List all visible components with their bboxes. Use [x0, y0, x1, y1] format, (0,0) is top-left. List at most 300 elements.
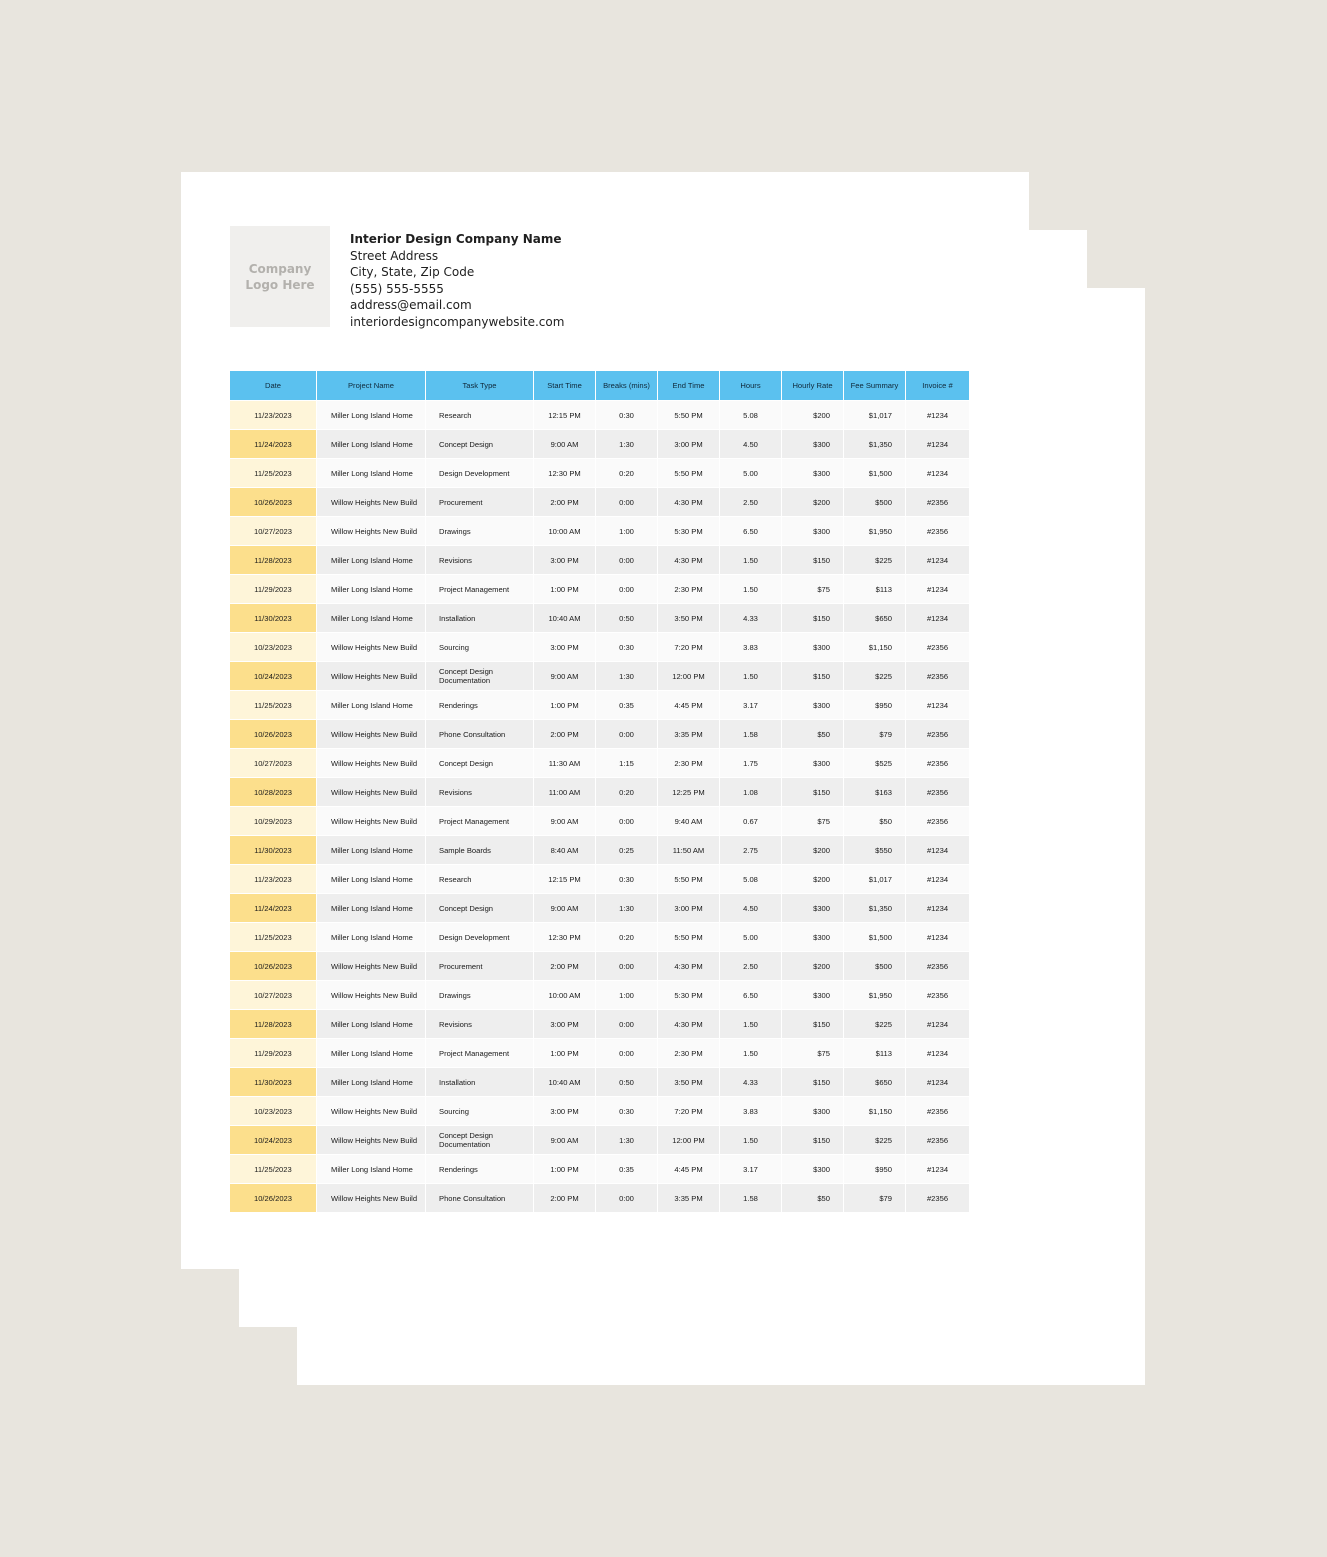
cell-hourly-rate: $50 — [782, 720, 844, 749]
cell-end-time: 4:45 PM — [658, 691, 720, 720]
cell-invoice-number: #1234 — [906, 459, 969, 488]
cell-start-time: 1:00 PM — [534, 1155, 596, 1184]
cell-end-time: 4:30 PM — [658, 546, 720, 575]
cell-hours: 5.08 — [720, 401, 782, 430]
cell-breaks: 0:00 — [596, 1039, 658, 1068]
column-header-date: Date — [230, 371, 317, 401]
cell-hours: 1.50 — [720, 1126, 782, 1155]
cell-task-type: Sourcing — [426, 633, 534, 662]
cell-hourly-rate: $150 — [782, 1010, 844, 1039]
cell-hourly-rate: $75 — [782, 807, 844, 836]
cell-project-name: Miller Long Island Home — [317, 459, 426, 488]
cell-project-name: Miller Long Island Home — [317, 836, 426, 865]
cell-start-time: 3:00 PM — [534, 546, 596, 575]
cell-project-name: Miller Long Island Home — [317, 923, 426, 952]
cell-fee-summary: $1,017 — [844, 865, 906, 894]
timesheet-table — [230, 371, 969, 1213]
cell-fee-summary: $1,350 — [844, 894, 906, 923]
cell-date: 11/25/2023 — [230, 1155, 317, 1184]
cell-hourly-rate: $200 — [782, 488, 844, 517]
cell-invoice-number: #2356 — [906, 1097, 969, 1126]
cell-project-name: Willow Heights New Build — [317, 488, 426, 517]
cell-date: 10/26/2023 — [230, 952, 317, 981]
cell-breaks: 0:30 — [596, 865, 658, 894]
cell-end-time: 2:30 PM — [658, 749, 720, 778]
cell-start-time: 12:15 PM — [534, 401, 596, 430]
cell-date: 10/23/2023 — [230, 1097, 317, 1126]
cell-invoice-number: #2356 — [906, 517, 969, 546]
cell-date: 11/29/2023 — [230, 1039, 317, 1068]
column-header-project-name: Project Name — [317, 371, 426, 401]
cell-start-time: 10:40 AM — [534, 604, 596, 633]
cell-breaks: 1:30 — [596, 662, 658, 691]
column-header-invoice-number: Invoice # — [906, 371, 969, 401]
cell-start-time: 9:00 AM — [534, 662, 596, 691]
cell-task-type: Sourcing — [426, 1097, 534, 1126]
table-row — [230, 1097, 969, 1126]
cell-fee-summary: $113 — [844, 1039, 906, 1068]
cell-start-time: 10:40 AM — [534, 1068, 596, 1097]
logo-placeholder-text: Company Logo Here — [245, 261, 315, 292]
table-row — [230, 1155, 969, 1184]
cell-task-type: Research — [426, 401, 534, 430]
cell-hours: 6.50 — [720, 981, 782, 1010]
table-row — [230, 633, 969, 662]
cell-fee-summary: $550 — [844, 836, 906, 865]
cell-task-type: Sample Boards — [426, 836, 534, 865]
cell-date: 11/29/2023 — [230, 575, 317, 604]
cell-project-name: Willow Heights New Build — [317, 749, 426, 778]
cell-breaks: 0:00 — [596, 952, 658, 981]
cell-project-name: Miller Long Island Home — [317, 575, 426, 604]
cell-hourly-rate: $300 — [782, 749, 844, 778]
cell-project-name: Willow Heights New Build — [317, 1184, 426, 1213]
cell-fee-summary: $1,950 — [844, 517, 906, 546]
cell-fee-summary: $1,950 — [844, 981, 906, 1010]
cell-hourly-rate: $75 — [782, 575, 844, 604]
cell-breaks: 0:25 — [596, 836, 658, 865]
cell-task-type: Concept Design Documentation — [426, 662, 534, 691]
cell-hours: 4.50 — [720, 430, 782, 459]
cell-hourly-rate: $300 — [782, 923, 844, 952]
cell-hours: 1.58 — [720, 720, 782, 749]
cell-breaks: 0:50 — [596, 604, 658, 633]
cell-breaks: 0:00 — [596, 575, 658, 604]
cell-breaks: 0:00 — [596, 488, 658, 517]
cell-project-name: Willow Heights New Build — [317, 662, 426, 691]
cell-end-time: 12:00 PM — [658, 662, 720, 691]
cell-start-time: 2:00 PM — [534, 952, 596, 981]
cell-invoice-number: #1234 — [906, 691, 969, 720]
cell-invoice-number: #1234 — [906, 894, 969, 923]
cell-fee-summary: $1,500 — [844, 459, 906, 488]
cell-breaks: 1:30 — [596, 430, 658, 459]
table-row — [230, 720, 969, 749]
cell-hourly-rate: $300 — [782, 459, 844, 488]
cell-date: 10/28/2023 — [230, 778, 317, 807]
cell-fee-summary: $225 — [844, 546, 906, 575]
column-header-end-time: End Time — [658, 371, 720, 401]
table-row — [230, 1010, 969, 1039]
company-email: address@email.com — [350, 298, 472, 313]
cell-project-name: Miller Long Island Home — [317, 894, 426, 923]
table-row — [230, 865, 969, 894]
table-row — [230, 1068, 969, 1097]
cell-project-name: Willow Heights New Build — [317, 720, 426, 749]
cell-start-time: 12:30 PM — [534, 459, 596, 488]
cell-project-name: Miller Long Island Home — [317, 691, 426, 720]
cell-fee-summary: $950 — [844, 1155, 906, 1184]
cell-task-type: Revisions — [426, 546, 534, 575]
cell-start-time: 1:00 PM — [534, 691, 596, 720]
company-phone: (555) 555-5555 — [350, 281, 444, 296]
cell-date: 10/27/2023 — [230, 749, 317, 778]
cell-date: 11/25/2023 — [230, 923, 317, 952]
cell-end-time: 11:50 AM — [658, 836, 720, 865]
column-header-hours: Hours — [720, 371, 782, 401]
cell-breaks: 0:00 — [596, 546, 658, 575]
company-name: Interior Design Company Name — [350, 232, 562, 246]
cell-start-time: 11:30 AM — [534, 749, 596, 778]
cell-hourly-rate: $300 — [782, 430, 844, 459]
cell-task-type: Design Development — [426, 459, 534, 488]
cell-task-type: Installation — [426, 1068, 534, 1097]
cell-start-time: 12:15 PM — [534, 865, 596, 894]
table-row — [230, 894, 969, 923]
cell-project-name: Willow Heights New Build — [317, 1097, 426, 1126]
cell-fee-summary: $79 — [844, 720, 906, 749]
cell-hourly-rate: $150 — [782, 1126, 844, 1155]
cell-end-time: 5:50 PM — [658, 865, 720, 894]
cell-hours: 6.50 — [720, 517, 782, 546]
cell-hourly-rate: $50 — [782, 1184, 844, 1213]
table-row — [230, 1126, 969, 1155]
company-street: Street Address — [350, 248, 439, 263]
table-row — [230, 1039, 969, 1068]
cell-project-name: Miller Long Island Home — [317, 1068, 426, 1097]
cell-task-type: Installation — [426, 604, 534, 633]
cell-end-time: 9:40 AM — [658, 807, 720, 836]
cell-fee-summary: $79 — [844, 1184, 906, 1213]
cell-invoice-number: #1234 — [906, 836, 969, 865]
cell-hours: 5.00 — [720, 459, 782, 488]
cell-end-time: 12:25 PM — [658, 778, 720, 807]
cell-project-name: Willow Heights New Build — [317, 1126, 426, 1155]
cell-fee-summary: $163 — [844, 778, 906, 807]
cell-project-name: Willow Heights New Build — [317, 807, 426, 836]
cell-start-time: 2:00 PM — [534, 488, 596, 517]
cell-invoice-number: #2356 — [906, 1126, 969, 1155]
cell-end-time: 3:35 PM — [658, 1184, 720, 1213]
cell-date: 11/30/2023 — [230, 1068, 317, 1097]
cell-start-time: 9:00 AM — [534, 430, 596, 459]
cell-hourly-rate: $200 — [782, 865, 844, 894]
table-row — [230, 836, 969, 865]
cell-project-name: Miller Long Island Home — [317, 1155, 426, 1184]
cell-project-name: Willow Heights New Build — [317, 778, 426, 807]
cell-start-time: 1:00 PM — [534, 1039, 596, 1068]
cell-start-time: 11:00 AM — [534, 778, 596, 807]
cell-invoice-number: #1234 — [906, 1039, 969, 1068]
cell-start-time: 9:00 AM — [534, 894, 596, 923]
table-row — [230, 923, 969, 952]
cell-fee-summary: $225 — [844, 1010, 906, 1039]
cell-start-time: 2:00 PM — [534, 720, 596, 749]
cell-hourly-rate: $150 — [782, 778, 844, 807]
cell-task-type: Research — [426, 865, 534, 894]
cell-breaks: 1:00 — [596, 517, 658, 546]
cell-end-time: 7:20 PM — [658, 1097, 720, 1126]
cell-hourly-rate: $300 — [782, 981, 844, 1010]
cell-hourly-rate: $300 — [782, 1155, 844, 1184]
cell-breaks: 1:00 — [596, 981, 658, 1010]
cell-project-name: Miller Long Island Home — [317, 430, 426, 459]
cell-fee-summary: $1,500 — [844, 923, 906, 952]
cell-fee-summary: $650 — [844, 1068, 906, 1097]
cell-invoice-number: #1234 — [906, 1010, 969, 1039]
cell-task-type: Renderings — [426, 1155, 534, 1184]
cell-end-time: 3:50 PM — [658, 1068, 720, 1097]
cell-date: 10/27/2023 — [230, 981, 317, 1010]
cell-hours: 3.83 — [720, 633, 782, 662]
table-body — [230, 401, 969, 1213]
company-city: City, State, Zip Code — [350, 265, 475, 280]
cell-breaks: 1:15 — [596, 749, 658, 778]
cell-fee-summary: $1,350 — [844, 430, 906, 459]
cell-hourly-rate: $300 — [782, 633, 844, 662]
cell-date: 11/25/2023 — [230, 459, 317, 488]
cell-hours: 2.50 — [720, 952, 782, 981]
cell-end-time: 4:30 PM — [658, 1010, 720, 1039]
cell-task-type: Project Management — [426, 575, 534, 604]
cell-fee-summary: $1,017 — [844, 401, 906, 430]
cell-invoice-number: #2356 — [906, 633, 969, 662]
table-row — [230, 778, 969, 807]
table-row — [230, 952, 969, 981]
cell-hours: 1.50 — [720, 546, 782, 575]
cell-task-type: Revisions — [426, 778, 534, 807]
cell-invoice-number: #1234 — [906, 1155, 969, 1184]
cell-project-name: Willow Heights New Build — [317, 981, 426, 1010]
column-header-fee-summary: Fee Summary — [844, 371, 906, 401]
table-row — [230, 459, 969, 488]
cell-end-time: 2:30 PM — [658, 575, 720, 604]
column-header-start-time: Start Time — [534, 371, 596, 401]
cell-fee-summary: $113 — [844, 575, 906, 604]
cell-hours: 1.50 — [720, 662, 782, 691]
cell-invoice-number: #2356 — [906, 662, 969, 691]
cell-fee-summary: $500 — [844, 488, 906, 517]
cell-invoice-number: #2356 — [906, 749, 969, 778]
company-logo-placeholder — [230, 226, 330, 327]
cell-breaks: 0:20 — [596, 459, 658, 488]
cell-hours: 1.50 — [720, 575, 782, 604]
cell-hours: 2.50 — [720, 488, 782, 517]
cell-date: 11/23/2023 — [230, 865, 317, 894]
cell-breaks: 0:00 — [596, 807, 658, 836]
cell-fee-summary: $950 — [844, 691, 906, 720]
cell-hours: 4.33 — [720, 1068, 782, 1097]
cell-hourly-rate: $150 — [782, 604, 844, 633]
cell-end-time: 12:00 PM — [658, 1126, 720, 1155]
cell-date: 11/30/2023 — [230, 604, 317, 633]
cell-invoice-number: #2356 — [906, 488, 969, 517]
cell-breaks: 1:30 — [596, 894, 658, 923]
cell-task-type: Phone Consultation — [426, 720, 534, 749]
cell-task-type: Phone Consultation — [426, 1184, 534, 1213]
cell-task-type: Drawings — [426, 981, 534, 1010]
cell-hourly-rate: $200 — [782, 401, 844, 430]
cell-hourly-rate: $300 — [782, 1097, 844, 1126]
cell-hours: 1.08 — [720, 778, 782, 807]
cell-hours: 1.50 — [720, 1010, 782, 1039]
cell-start-time: 10:00 AM — [534, 517, 596, 546]
cell-invoice-number: #2356 — [906, 807, 969, 836]
cell-breaks: 0:50 — [596, 1068, 658, 1097]
cell-date: 10/26/2023 — [230, 720, 317, 749]
cell-hours: 5.00 — [720, 923, 782, 952]
cell-end-time: 5:50 PM — [658, 923, 720, 952]
cell-hours: 2.75 — [720, 836, 782, 865]
cell-breaks: 0:30 — [596, 401, 658, 430]
company-website: interiordesigncompanywebsite.com — [350, 314, 565, 329]
cell-start-time: 3:00 PM — [534, 1097, 596, 1126]
cell-hours: 1.50 — [720, 1039, 782, 1068]
cell-end-time: 2:30 PM — [658, 1039, 720, 1068]
cell-hourly-rate: $150 — [782, 662, 844, 691]
cell-task-type: Design Development — [426, 923, 534, 952]
cell-date: 10/29/2023 — [230, 807, 317, 836]
cell-project-name: Miller Long Island Home — [317, 604, 426, 633]
cell-hourly-rate: $150 — [782, 546, 844, 575]
cell-date: 10/24/2023 — [230, 662, 317, 691]
table-row — [230, 401, 969, 430]
cell-start-time: 3:00 PM — [534, 633, 596, 662]
cell-date: 11/25/2023 — [230, 691, 317, 720]
cell-hourly-rate: $150 — [782, 1068, 844, 1097]
cell-invoice-number: #1234 — [906, 604, 969, 633]
cell-breaks: 0:30 — [596, 1097, 658, 1126]
cell-invoice-number: #2356 — [906, 720, 969, 749]
cell-start-time: 1:00 PM — [534, 575, 596, 604]
cell-project-name: Miller Long Island Home — [317, 1010, 426, 1039]
cell-fee-summary: $525 — [844, 749, 906, 778]
column-header-breaks: Breaks (mins) — [596, 371, 658, 401]
cell-project-name: Miller Long Island Home — [317, 401, 426, 430]
cell-invoice-number: #2356 — [906, 1184, 969, 1213]
cell-breaks: 0:30 — [596, 633, 658, 662]
cell-invoice-number: #1234 — [906, 865, 969, 894]
cell-breaks: 0:00 — [596, 720, 658, 749]
cell-task-type: Concept Design Documentation — [426, 1126, 534, 1155]
cell-project-name: Miller Long Island Home — [317, 1039, 426, 1068]
column-header-hourly-rate: Hourly Rate — [782, 371, 844, 401]
table-row — [230, 981, 969, 1010]
cell-hours: 3.83 — [720, 1097, 782, 1126]
table-row — [230, 430, 969, 459]
cell-hourly-rate: $300 — [782, 894, 844, 923]
table-header-row — [230, 371, 969, 401]
cell-task-type: Concept Design — [426, 894, 534, 923]
table-row — [230, 749, 969, 778]
cell-breaks: 0:35 — [596, 1155, 658, 1184]
cell-project-name: Willow Heights New Build — [317, 517, 426, 546]
cell-hourly-rate: $200 — [782, 836, 844, 865]
cell-task-type: Renderings — [426, 691, 534, 720]
cell-breaks: 0:20 — [596, 923, 658, 952]
company-info — [350, 231, 564, 331]
table-row — [230, 1184, 969, 1213]
cell-hours: 1.75 — [720, 749, 782, 778]
cell-task-type: Drawings — [426, 517, 534, 546]
table-row — [230, 807, 969, 836]
cell-task-type: Procurement — [426, 952, 534, 981]
cell-end-time: 5:50 PM — [658, 401, 720, 430]
cell-end-time: 5:50 PM — [658, 459, 720, 488]
cell-end-time: 3:50 PM — [658, 604, 720, 633]
cell-start-time: 8:40 AM — [534, 836, 596, 865]
cell-date: 10/27/2023 — [230, 517, 317, 546]
table-row — [230, 546, 969, 575]
cell-breaks: 0:00 — [596, 1010, 658, 1039]
cell-invoice-number: #1234 — [906, 430, 969, 459]
cell-invoice-number: #1234 — [906, 1068, 969, 1097]
cell-end-time: 5:30 PM — [658, 517, 720, 546]
table-row — [230, 575, 969, 604]
cell-invoice-number: #1234 — [906, 546, 969, 575]
cell-fee-summary: $1,150 — [844, 633, 906, 662]
cell-project-name: Miller Long Island Home — [317, 865, 426, 894]
cell-date: 11/24/2023 — [230, 894, 317, 923]
cell-end-time: 3:35 PM — [658, 720, 720, 749]
cell-end-time: 4:30 PM — [658, 952, 720, 981]
cell-hourly-rate: $300 — [782, 517, 844, 546]
cell-task-type: Concept Design — [426, 749, 534, 778]
cell-invoice-number: #2356 — [906, 778, 969, 807]
cell-start-time: 2:00 PM — [534, 1184, 596, 1213]
table-row — [230, 662, 969, 691]
cell-breaks: 0:20 — [596, 778, 658, 807]
cell-hours: 4.33 — [720, 604, 782, 633]
cell-task-type: Revisions — [426, 1010, 534, 1039]
cell-hours: 1.58 — [720, 1184, 782, 1213]
cell-end-time: 7:20 PM — [658, 633, 720, 662]
cell-end-time: 4:30 PM — [658, 488, 720, 517]
cell-start-time: 10:00 AM — [534, 981, 596, 1010]
cell-task-type: Project Management — [426, 807, 534, 836]
cell-invoice-number: #2356 — [906, 981, 969, 1010]
cell-fee-summary: $50 — [844, 807, 906, 836]
cell-task-type: Concept Design — [426, 430, 534, 459]
cell-start-time: 9:00 AM — [534, 1126, 596, 1155]
cell-date: 10/23/2023 — [230, 633, 317, 662]
table-row — [230, 604, 969, 633]
cell-hourly-rate: $75 — [782, 1039, 844, 1068]
cell-hourly-rate: $300 — [782, 691, 844, 720]
cell-hours: 3.17 — [720, 1155, 782, 1184]
cell-start-time: 3:00 PM — [534, 1010, 596, 1039]
cell-invoice-number: #2356 — [906, 952, 969, 981]
table-row — [230, 488, 969, 517]
cell-breaks: 1:30 — [596, 1126, 658, 1155]
cell-date: 11/28/2023 — [230, 546, 317, 575]
cell-date: 11/23/2023 — [230, 401, 317, 430]
cell-date: 10/24/2023 — [230, 1126, 317, 1155]
cell-fee-summary: $500 — [844, 952, 906, 981]
cell-fee-summary: $1,150 — [844, 1097, 906, 1126]
cell-project-name: Willow Heights New Build — [317, 952, 426, 981]
cell-breaks: 0:00 — [596, 1184, 658, 1213]
